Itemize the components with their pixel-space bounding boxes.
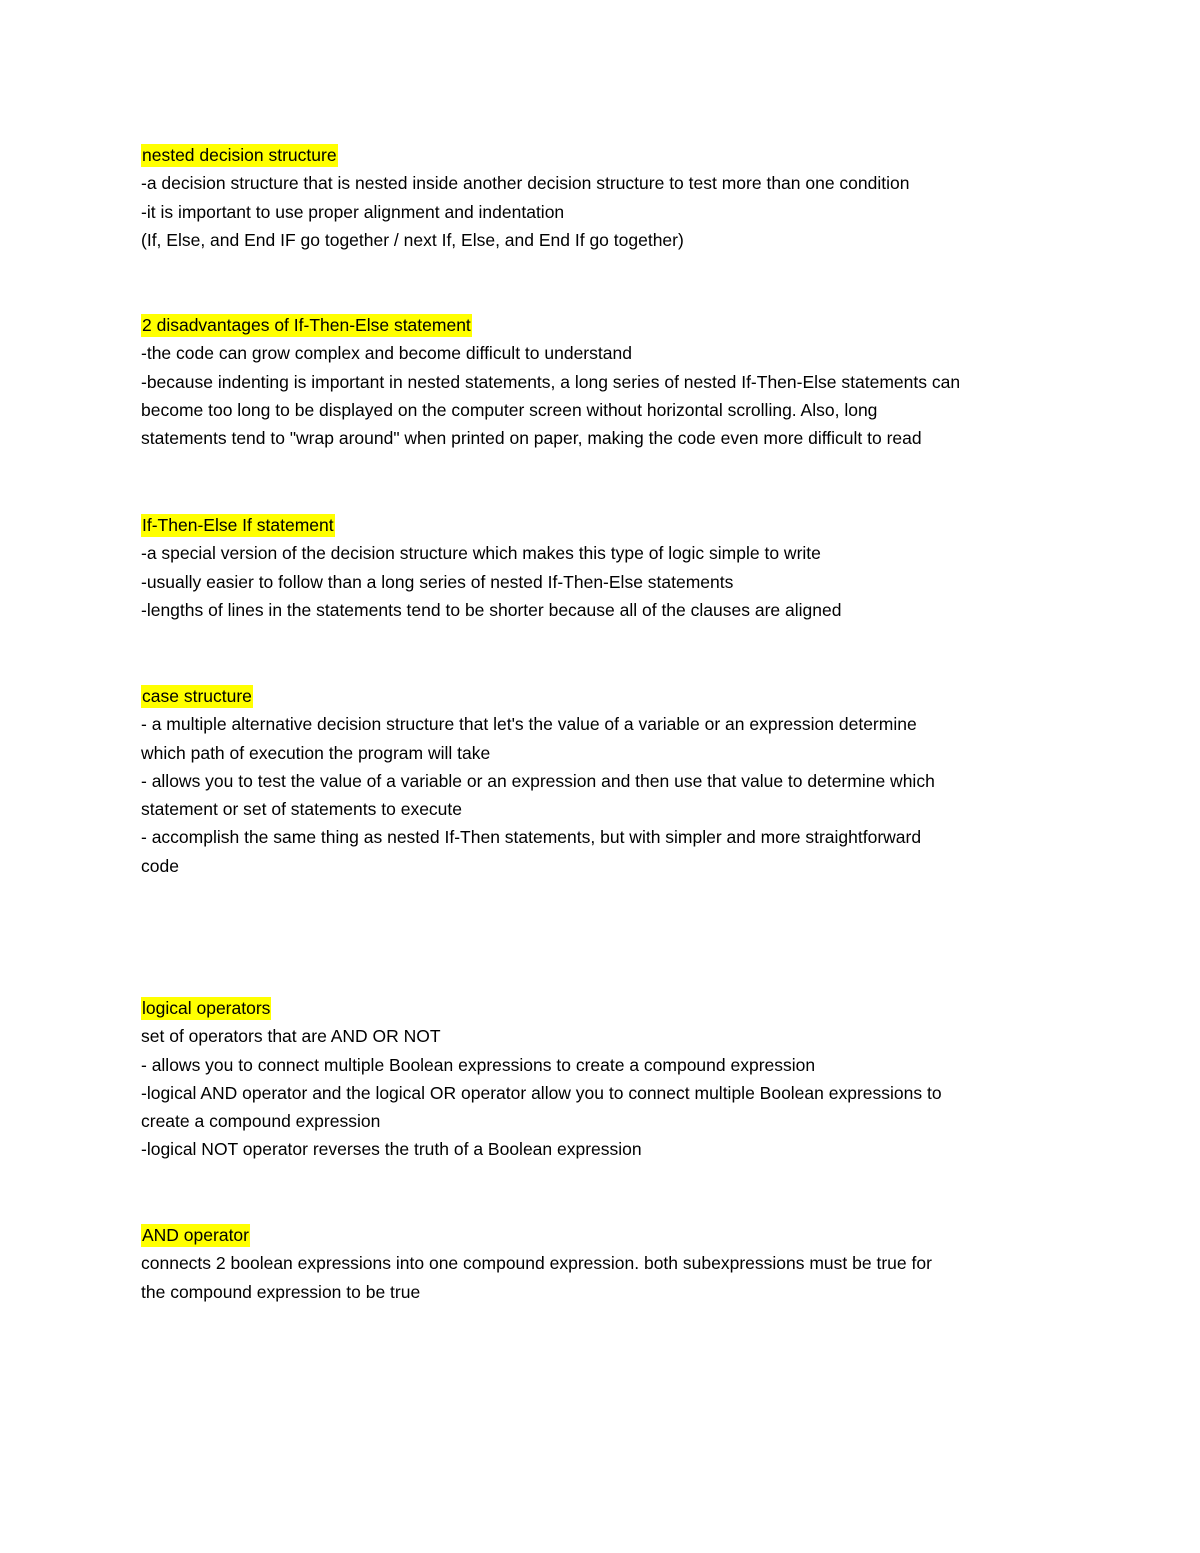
body-line: -it is important to use proper alignment and indentation [141, 201, 565, 222]
section-heading-line [141, 141, 1076, 169]
body-line: - accomplish the same thing as nested If-Then statements, but with simpler and more straightforward [141, 827, 922, 848]
body-line: set of operators that are AND OR NOT [141, 1026, 441, 1047]
body-line: statements tend to "wrap around" when printed on paper, making the code even more difficult to read [141, 428, 922, 449]
section-heading-line [141, 1221, 1076, 1249]
body-line: become too long to be displayed on the computer screen without horizontal scrolling. Also, long [141, 399, 878, 420]
section-heading: nested decision structure [142, 145, 337, 165]
section-and-operator [141, 1221, 1076, 1306]
body-line: -usually easier to follow than a long series of nested If-Then-Else statements [141, 571, 734, 592]
section-nested-decision-structure [141, 141, 1076, 254]
section-if-then-else-if [141, 511, 1076, 624]
body-line: which path of execution the program will take [141, 742, 491, 763]
section-heading-line [141, 682, 1076, 710]
body-line: -a special version of the decision structure which makes this type of logic simple to write [141, 543, 821, 564]
section-heading-line [141, 994, 1076, 1022]
section-heading: If-Then-Else If statement [142, 515, 334, 535]
body-line: code [141, 855, 179, 876]
section-heading: AND operator [142, 1225, 249, 1245]
body-line: -a decision structure that is nested inside another decision structure to test more than one condition [141, 173, 910, 194]
section-heading: case structure [142, 686, 252, 706]
section-heading-line [141, 511, 1076, 539]
body-line: -because indenting is important in nested statements, a long series of nested If-Then-Else statements can [141, 371, 961, 392]
body-line: -lengths of lines in the statements tend to be shorter because all of the clauses are aligned [141, 599, 842, 620]
body-line: -logical AND operator and the logical OR operator allow you to connect multiple Boolean expressions to [141, 1082, 942, 1103]
body-line: -the code can grow complex and become difficult to understand [141, 343, 632, 364]
body-line: - allows you to connect multiple Boolean expressions to create a compound expression [141, 1054, 816, 1075]
body-line: the compound expression to be true [141, 1281, 421, 1302]
body-line: statement or set of statements to execute [141, 799, 462, 820]
body-line: create a compound expression [141, 1111, 381, 1132]
section-heading-line [141, 311, 1076, 339]
body-line: - a multiple alternative decision structure that let's the value of a variable or an expression determine [141, 714, 917, 735]
body-line: - allows you to test the value of a variable or an expression and then use that value to determine which [141, 770, 935, 791]
section-heading: logical operators [142, 998, 271, 1018]
section-case-structure [141, 682, 1076, 880]
body-line: -logical NOT operator reverses the truth of a Boolean expression [141, 1139, 642, 1160]
body-line: (If, Else, and End IF go together / next If, Else, and End If go together) [141, 229, 684, 250]
body-line: connects 2 boolean expressions into one compound expression. both subexpressions must be true for [141, 1253, 932, 1274]
section-heading: 2 disadvantages of If-Then-Else statement [142, 315, 471, 335]
section-logical-operators [141, 994, 1076, 1164]
section-disadvantages [141, 311, 1076, 452]
